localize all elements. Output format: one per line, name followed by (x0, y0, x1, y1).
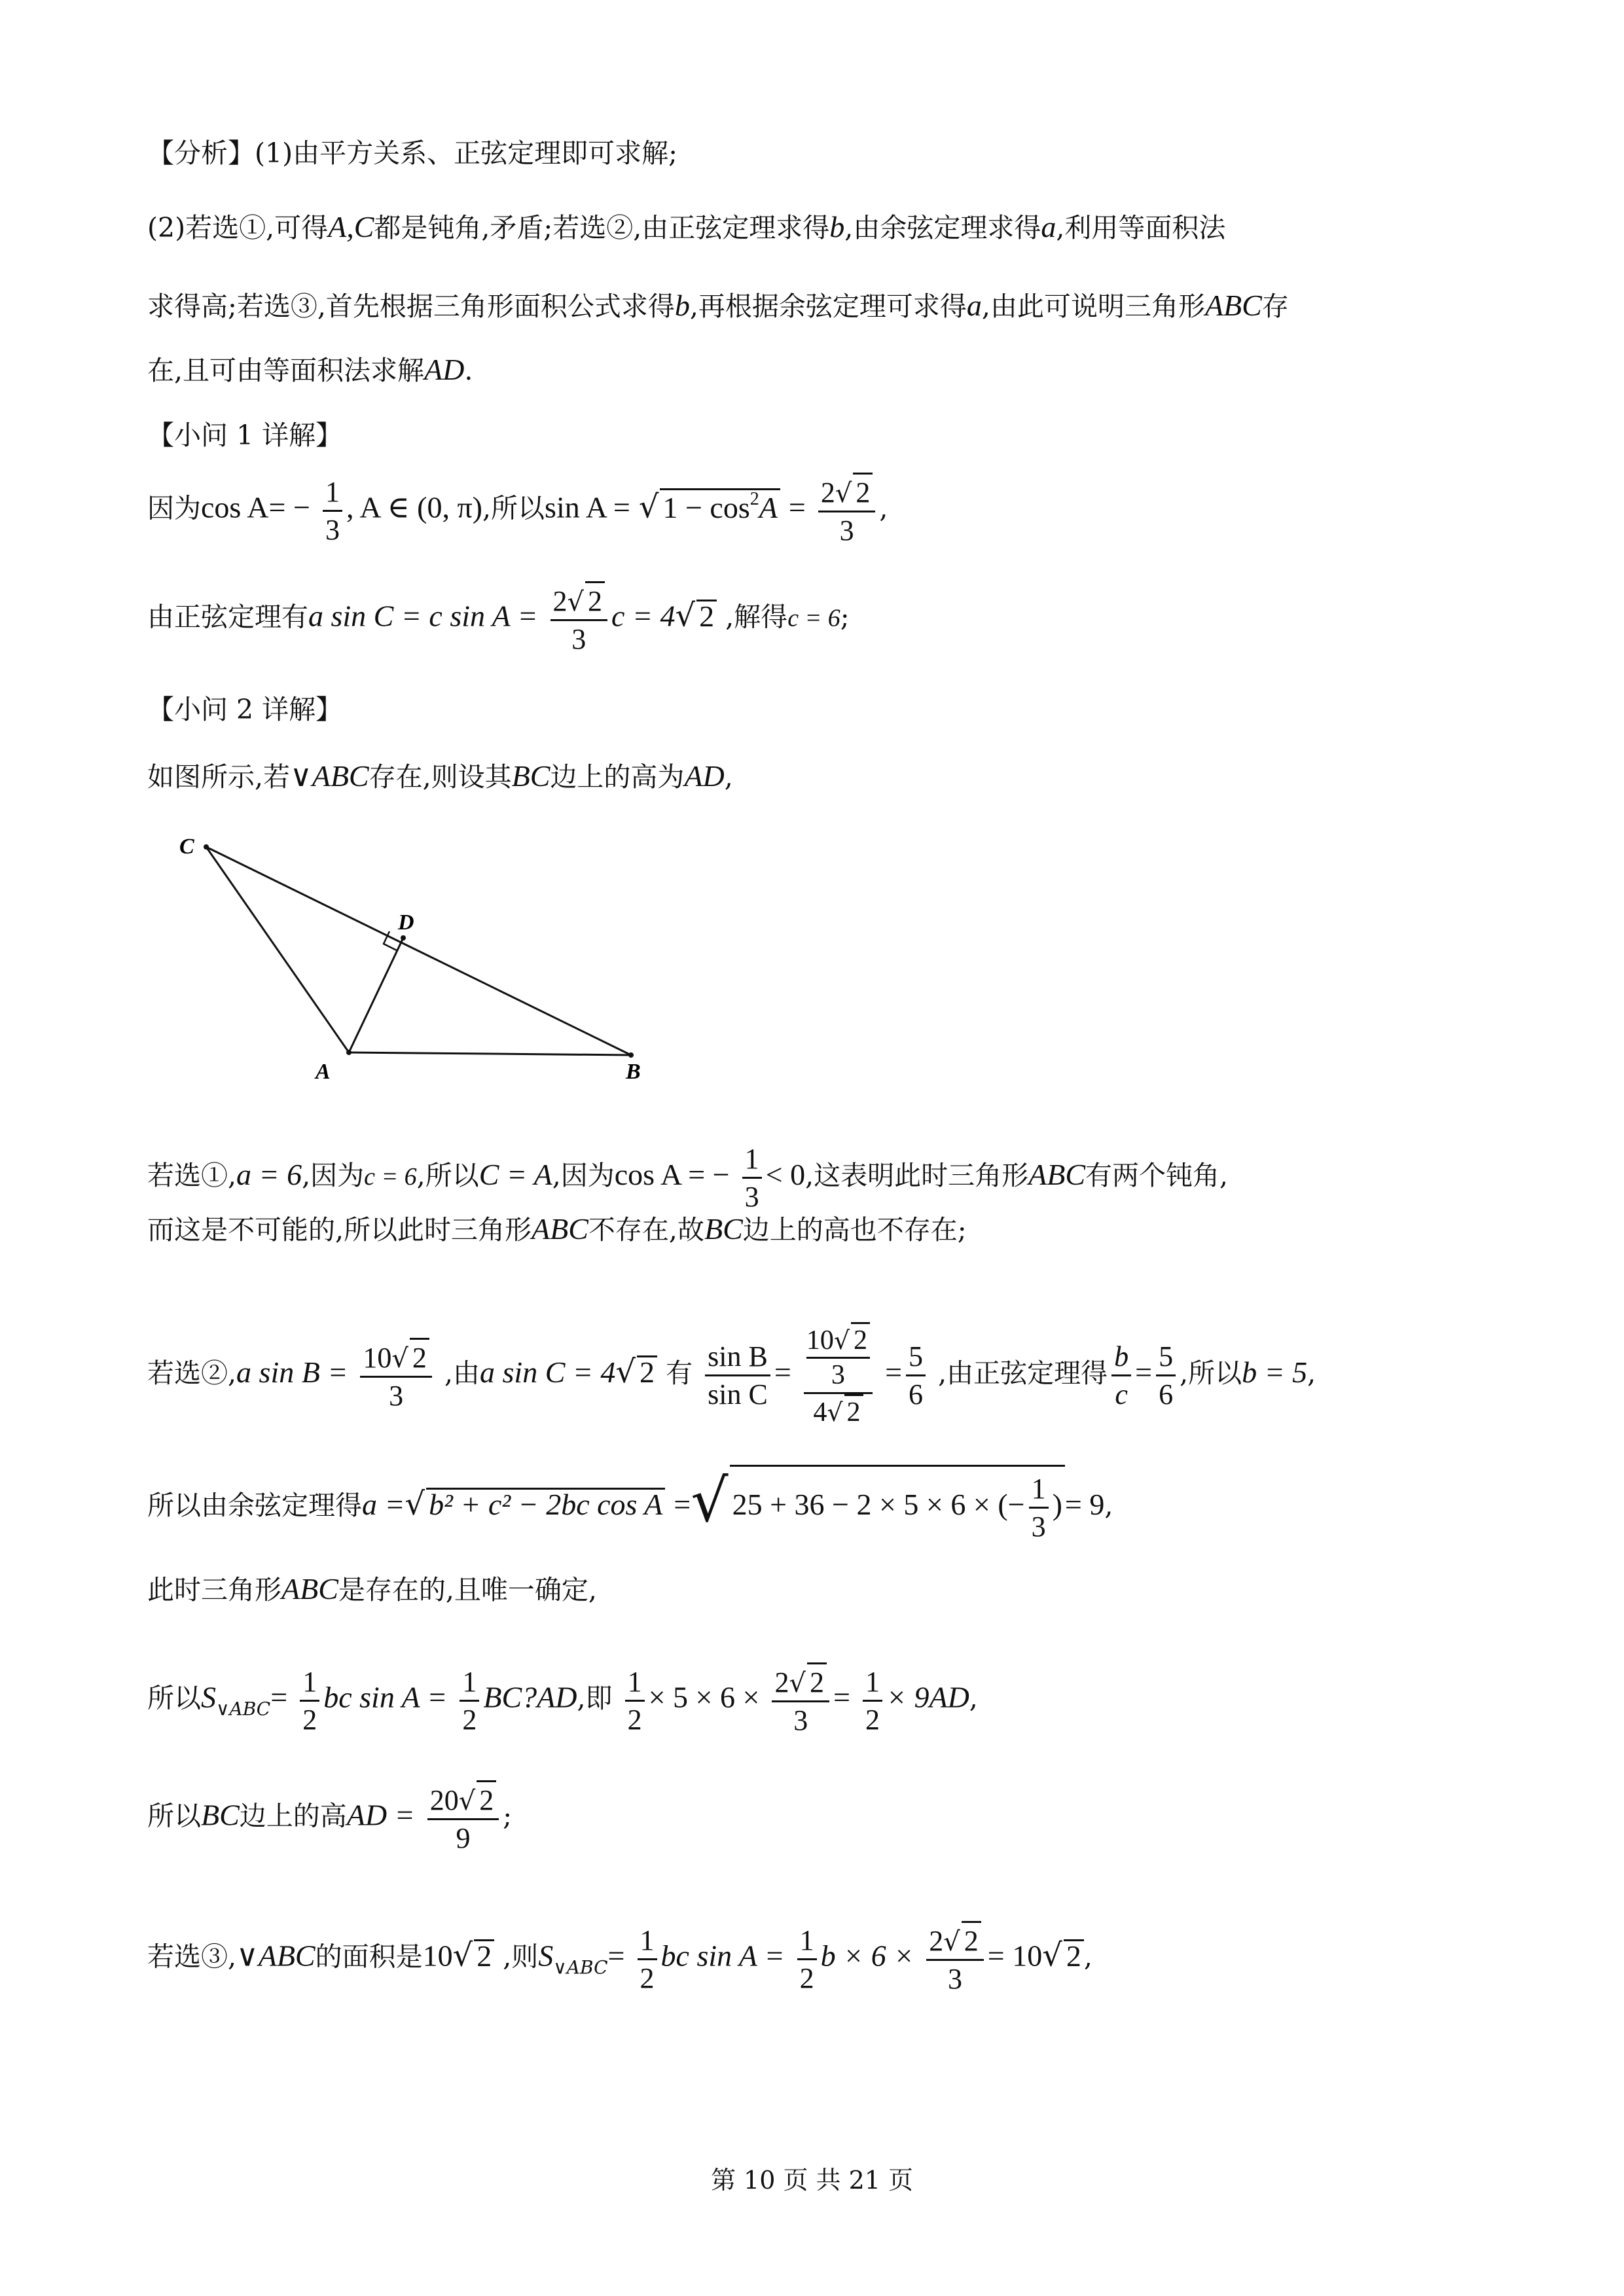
triangle-diagram (164, 831, 661, 1086)
option-1-line-1: 若选①,a = 6,因为c = 6,所以C = A,因为cos A = − $\frac{1}{3}$ < 0,这表明此时三角形ABC有两个钝角, (147, 1141, 1228, 1215)
analysis-line-2: (2)若选①,可得A,C都是钝角,矛盾;若选②,由正弦定理求得b,由余弦定理求得a,利用等面积法 (147, 210, 1226, 243)
side-AB (349, 1052, 631, 1055)
analysis-heading: 【分析】(1)由平方关系、正弦定理即可求解; (147, 137, 677, 169)
option-2-line-2: 所以由余弦定理得a =√ b² + c² − 2bc cos A =√ 25 + 36 − 2 × 5 × 6 × (− $\frac{1}{3}$ )= 9, (147, 1465, 1113, 1545)
label-C: C (179, 834, 194, 859)
sub-question-1-heading: 【小问 1 详解】 (147, 420, 343, 451)
option-1-line-2: 而这是不可能的,所以此时三角形ABC不存在,故BC边上的高也不存在; (147, 1212, 967, 1246)
solution-1-line-2: 由正弦定理有a sin C = c sin A = $\frac{2√ 2}{3}$ c = 4√ 2 ,解得c = 6; (147, 581, 850, 657)
label-B: B (626, 1060, 641, 1084)
option-2-line-4: 所以$S_{\vee ABC}=$ $\frac{1}{2}$ bc sin A = $\frac{1}{2}$ BC?AD,即 $\frac{1}{2}$ × 5 × 6 × $\frac{2√ 2}{3}$ = $\frac{1}{2}$ × 9AD, (147, 1662, 978, 1738)
side-CA (206, 847, 349, 1052)
solution-2-intro: 如图所示,若∨ABC存在,则设其BC边上的高为AD, (147, 759, 733, 793)
option-2-line-5: 所以BC边上的高AD = $\frac{20√ 2}{9}$ ; (147, 1780, 512, 1856)
label-D: D (398, 910, 414, 935)
option-2-line-3: 此时三角形ABC是存在的,且唯一确定, (147, 1572, 597, 1605)
page-footer: 第 10 页 共 21 页 (710, 2166, 914, 2195)
altitude-AD (349, 938, 403, 1052)
sub-question-2-heading: 【小问 2 详解】 (147, 694, 343, 725)
solution-1-line-1: 因为cos A= − $\frac{1}{3}$ , A ∈ (0, π),所以sin A = √ $1 - \cos^2A$ = $\frac{2√ 2}{3}$ , (147, 473, 888, 548)
option-3-line-1: 若选③,∨ABC的面积是10√ 2 ,则$S_{\vee ABC}=$ $\frac{1}{2}$ bc sin A = $\frac{1}{2}$ b × 6 × $\frac{2√ 2}{3}$ = 10√ 2, (147, 1921, 1092, 1997)
label-A: A (316, 1060, 331, 1084)
analysis-line-3: 求得高;若选③,首先根据三角形面积公式求得b,再根据余弦定理可求得a,由此可说明三角形ABC存 (147, 289, 1289, 322)
analysis-line-4: 在,且可由等面积法求解AD. (147, 353, 473, 386)
side-CB (206, 847, 631, 1055)
option-2-line-1: 若选②,a sin B = $\frac{10√ 2}{3}$ ,由a sin C = 4√ 2 有 $\frac{\text{sin B}}{\text{sin C}}$ = 10√ 2 3 4√ 2 = $\frac{5}{6}$ ,由正弦定理得 $\frac{b}{c}$ = $\frac{5}{6}$ ,所以b = 5, (147, 1322, 1316, 1429)
